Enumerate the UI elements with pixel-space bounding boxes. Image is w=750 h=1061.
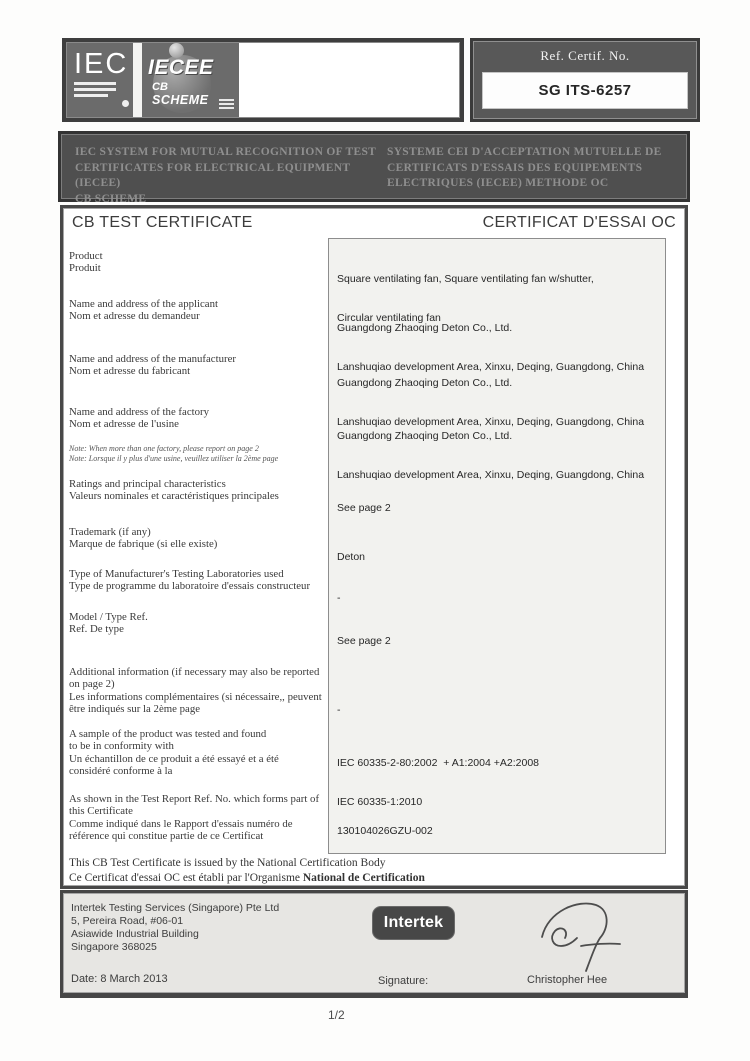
iec-logo-dot bbox=[122, 100, 129, 107]
factory-note: Note: When more than one factory, please report on page 2 Note: Lorsque il y plus d'une usine, veuillez utiliser la 2ème page bbox=[69, 444, 279, 463]
field-value-additional-info: - bbox=[337, 704, 341, 716]
intertek-logo: Intertek bbox=[373, 907, 454, 939]
field-label-manufacturer: Name and address of the manufacturer Nom et adresse du fabricant bbox=[69, 353, 236, 378]
iecee-logo-lines bbox=[219, 97, 234, 109]
field-label-factory: Name and address of the factory Nom et adresse de l'usine bbox=[69, 406, 210, 431]
field-value-test-report: 130104026GZU-002 bbox=[337, 825, 433, 837]
banner-text-fr: SYSTEME CEI D'ACCEPTATION MUTUELLE DE CERTIFICATS D'ESSAIS DES EQUIPEMENTS ELECTRIQUES (IECEE) METHODE OC bbox=[387, 146, 662, 189]
iecee-logo-scheme: SCHEME bbox=[152, 93, 209, 107]
field-label-product: Product Produit bbox=[69, 250, 103, 275]
header-logo-box bbox=[62, 38, 464, 122]
signature-icon bbox=[525, 897, 635, 973]
logo-divider bbox=[133, 43, 142, 117]
field-label-model: Model / Type Ref. Ref. De type bbox=[69, 611, 148, 636]
issuer-footer bbox=[60, 890, 688, 998]
field-value-standards: IEC 60335-2-80:2002 + A1:2004 +A2:2008 IEC 60335-1:2010 bbox=[337, 757, 539, 808]
certificate-title-fr: CERTIFICAT D'ESSAI OC bbox=[482, 214, 676, 231]
field-label-trademark: Trademark (if any) Marque de fabrique (si elle existe) bbox=[69, 526, 218, 551]
field-value-ratings: See page 2 bbox=[337, 502, 391, 514]
issued-by-fr: Ce Certificat d'essai OC est établi par l'Organisme National de Certification bbox=[69, 871, 425, 884]
field-value-trademark: Deton bbox=[337, 551, 366, 563]
banner-text-en: IEC SYSTEM FOR MUTUAL RECOGNITION OF TEST CERTIFICATES FOR ELECTRICAL EQUIPMENT (IECEE) CB SCHEME bbox=[75, 146, 377, 205]
field-label-additional-info: Additional information (if necessary may also be reported on page 2) Les informations complémentaires (si nécessaire,, peuvent être indiqués sur la 2ème page bbox=[69, 666, 322, 715]
issue-date: Date: 8 March 2013 bbox=[71, 973, 168, 985]
page-number: 1/2 bbox=[328, 1008, 345, 1022]
logo-panel bbox=[67, 43, 239, 117]
ref-certif-box bbox=[470, 38, 700, 122]
ref-certif-number: SG ITS-6257 bbox=[482, 72, 688, 109]
iecee-logo-cb: CB bbox=[152, 81, 168, 93]
iecee-logo-name: IECEE bbox=[148, 56, 214, 79]
iecee-logo-icon bbox=[145, 43, 239, 117]
ref-certif-label: Ref. Certif. No. bbox=[540, 48, 630, 63]
issued-by-statement bbox=[69, 856, 679, 885]
issuer-address: Intertek Testing Services (Singapore) Pte Ltd 5, Pereira Road, #06-01 Asiawide Industrial Building Singapore 368025 bbox=[71, 902, 280, 953]
signature-label: Signature: bbox=[378, 975, 429, 987]
field-label-conformity: A sample of the product was tested and found to be in conformity with Un échantillon de ce produit a été essayé et a été considéré conforme à la bbox=[69, 728, 279, 777]
iec-logo-bar bbox=[74, 82, 116, 85]
iec-logo-text: IEC bbox=[74, 48, 129, 80]
field-value-factory: Guangdong Zhaoqing Deton Co., Ltd. Lanshuqiao development Area, Xinxu, Deqing, Guangdong, China bbox=[337, 430, 645, 481]
field-value-model: See page 2 bbox=[337, 635, 391, 647]
field-value-testing-labs: - bbox=[337, 592, 341, 604]
iec-logo-bar bbox=[74, 88, 116, 91]
field-label-ratings: Ratings and principal characteristics Valeurs nominales et caractéristiques principales bbox=[69, 478, 279, 503]
iec-logo-icon bbox=[74, 49, 130, 111]
field-value-manufacturer: Guangdong Zhaoqing Deton Co., Ltd. Lanshuqiao development Area, Xinxu, Deqing, Guangdong, China bbox=[337, 377, 645, 428]
signatory-name: Christopher Hee bbox=[527, 974, 608, 986]
field-value-product: Square ventilating fan, Square ventilating fan w/shutter, Circular ventilating fan bbox=[337, 273, 594, 324]
field-label-applicant: Name and address of the applicant Nom et adresse du demandeur bbox=[69, 298, 219, 323]
field-value-applicant: Guangdong Zhaoqing Deton Co., Ltd. Lanshuqiao development Area, Xinxu, Deqing, Guangdong, China bbox=[337, 322, 645, 373]
field-label-testing-labs: Type of Manufacturer's Testing Laboratories used Type de programme du laboratoire d'essais constructeur bbox=[69, 568, 311, 593]
iec-logo-bar bbox=[74, 94, 108, 97]
certificate-body bbox=[60, 205, 688, 889]
scheme-banner bbox=[58, 131, 690, 205]
certificate-title-en: CB TEST CERTIFICATE bbox=[72, 214, 253, 231]
field-label-test-report: As shown in the Test Report Ref. No. which forms part of this Certificate Comme indiqué dans le Rapport d'essais numéro de référence qui constitue partie de ce Certificat bbox=[69, 793, 320, 842]
issued-by-en: This CB Test Certificate is issued by the National Certification Body bbox=[69, 857, 386, 869]
